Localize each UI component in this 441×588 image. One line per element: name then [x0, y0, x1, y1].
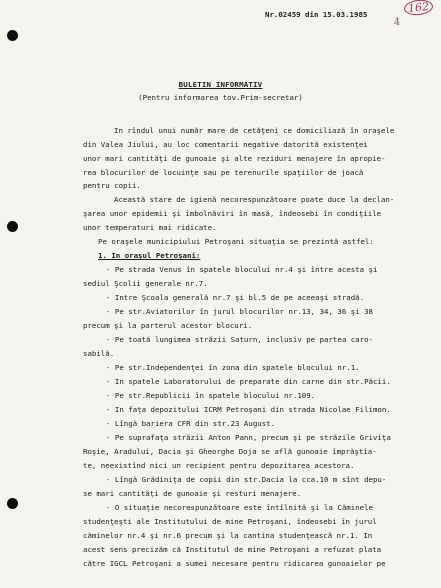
body-line: şarea unor epidemii şi îmbolnăviri în masă, îndeosebi în condiţiile [83, 209, 382, 218]
body-line: - O situaţie necorespunzătoare este întîlnită şi la Căminele [106, 503, 373, 512]
body-line: căminelor nr.4 şi nr.6 precum şi la cantina studenţească nr.1. In [83, 531, 373, 540]
handwritten-stamp-number: 162 [403, 0, 433, 16]
body-line: rea blocurilor de locuinţe sau pe terenurile spaţiilor de joacă [83, 168, 364, 177]
document-subtitle: (Pentru informarea tov.Prim-secretar) [138, 93, 303, 102]
handwritten-mark: 4 [392, 16, 402, 29]
punch-hole [7, 221, 18, 232]
body-line: te, neexistînd nici un recipient pentru depozitarea acestora. [83, 461, 355, 470]
body-line: - Lîngă Grădiniţa de copii din str.Dacia la cca.10 m sînt depu- [106, 475, 387, 484]
body-line: - In faţa depozitului ICRM Petroşani din strada Nicolae Filimon. [106, 405, 391, 414]
body-line: către IGCL Petroşani a sumei necesare pentru ridicarea gunoaielor pe [83, 559, 386, 568]
body-line: Pe oraşele municipiului Petroşani situaţia se prezintă astfel: [98, 237, 374, 246]
body-line: se mari cantităţi de gunoaie şi resturi menajere. [83, 489, 302, 498]
document-title: BULETIN INFORMATIV [178, 80, 263, 89]
body-line: - Lîngă bariera CFR din str.23 August. [106, 419, 276, 428]
body-line: unor temperaturi mai ridicate. [83, 223, 217, 232]
body-line: - Pe suprafaţa străzii Anton Pann, precum şi pe străzile Griviţa [106, 433, 391, 442]
body-line: Roşie, Aradului, Dacia şi Gheorghe Doja se află gunoaie împrăştia- [83, 447, 377, 456]
body-line: - Intre Şcoala generală nr.7 şi bl.5 de pe aceeaşi stradă. [106, 293, 365, 302]
document-number: Nr.02459 din 15.03.1985 [265, 10, 368, 19]
body-line: acest sens precizăm că Institutul de mine Petroşani a refuzat plata [83, 545, 382, 554]
body-line: - In spatele Laboratorului de preparate din carne din str.Păcii. [106, 377, 391, 386]
body-line: In rîndul unui număr mare de cetăţeni ce domiciliază în oraşele [114, 126, 395, 135]
body-line: din Valea Jiului, au loc comentarii negative datorită existenţei [83, 140, 368, 149]
body-line: - Pe str.Independenţei în zona din spatele blocului nr.1. [106, 363, 360, 372]
body-line: pentru copii. [83, 181, 141, 190]
body-line: - Pe str.Republicii în spatele blocului nr.109. [106, 391, 316, 400]
body-line: sediul Şcolii generale nr.7. [83, 279, 208, 288]
body-line: sabilă. [83, 349, 115, 358]
body-line: studenţeşti ale Institutului de mine Petroşani, îndeosebi în jurul [83, 517, 377, 526]
body-line: - Pe toată lungimea străzii Saturn, inclusiv pe partea caro- [106, 335, 373, 344]
punch-hole [7, 498, 18, 509]
body-line: - Pe strada Venus în spatele blocului nr.4 şi între acesta şi [106, 265, 378, 274]
body-line: precum şi la parterul acestor blocuri. [83, 321, 253, 330]
body-line: - Pe str.Aviatorilor în jurul blocurilor nr.13, 34, 36 şi 38 [106, 307, 373, 316]
body-line: unor mari cantităţi de gunoaie şi alte reziduri menajere în apropie- [83, 154, 386, 163]
body-line: Această stare de igienă necorespunzătoare poate duce la declan- [114, 195, 395, 204]
punch-hole [7, 30, 18, 41]
section-heading: 1. In oraşul Petroşani: [98, 251, 201, 260]
